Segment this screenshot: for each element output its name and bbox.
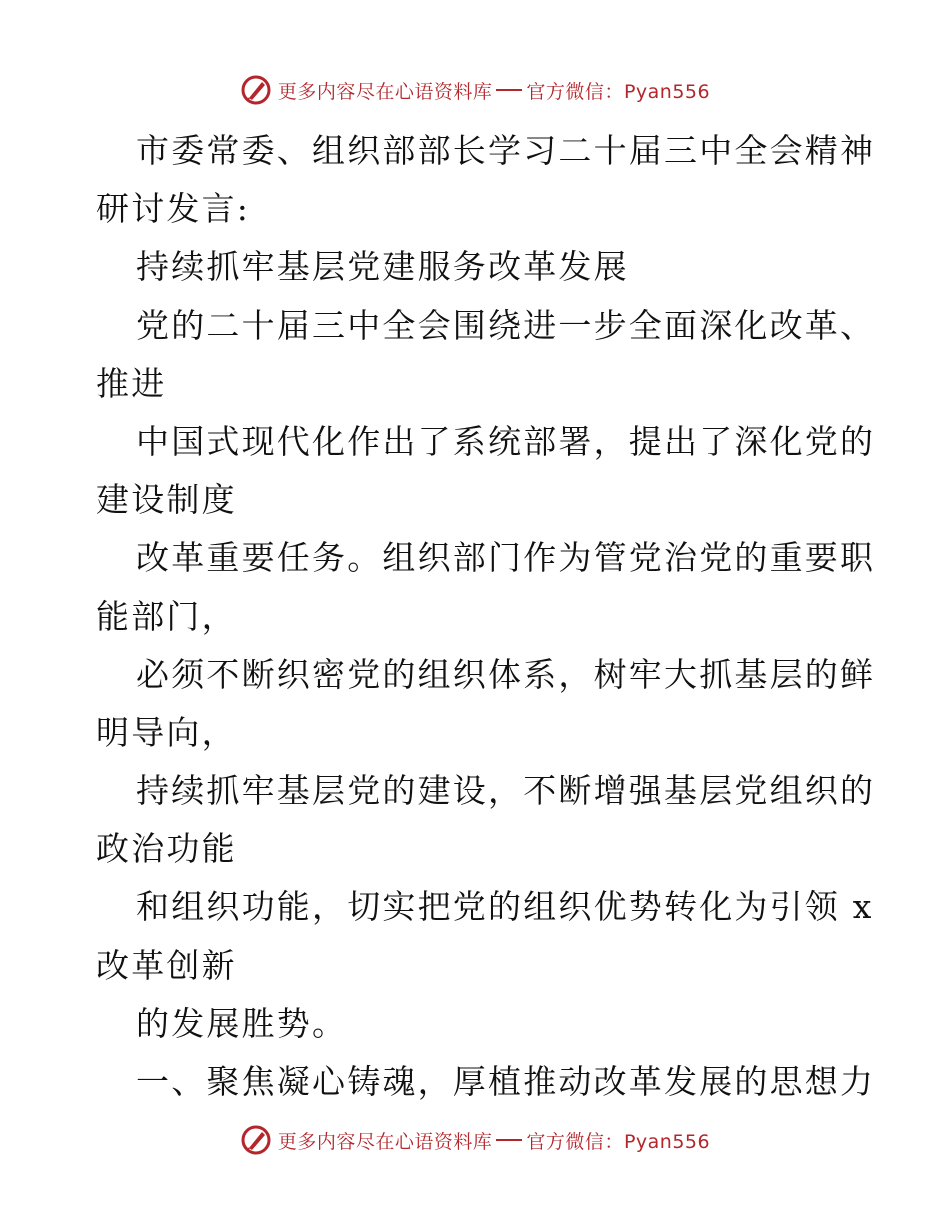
text-line: 必须不断织密党的组织体系，树牢大抓基层的鲜 [136, 654, 876, 694]
quill-pen-logo-icon [240, 74, 272, 106]
watermark-site-name: 更多内容尽在心语资料库 [277, 1130, 493, 1153]
text-line: 持续抓牢基层党的建设，不断增强基层党组织的 [136, 771, 876, 811]
text-line: 建设制度 [96, 480, 237, 520]
text-line: 中国式现代化作出了系统部署，提出了深化党的 [136, 421, 876, 461]
text-line: 推进 [96, 363, 167, 403]
text-line: 和组织功能，切实把党的组织优势转化为引领 x [136, 887, 874, 927]
text-line: 改革创新 [96, 945, 237, 985]
section-heading: 一、聚焦凝心铸魂，厚植推动改革发展的思想力 [136, 1062, 876, 1101]
text-line: 市委常委、组织部部长学习二十届三中全会精神 [136, 131, 876, 170]
text-line: 明导向， [96, 712, 237, 752]
watermark-text [278, 77, 710, 104]
watermark-wechat-id: Pyan556 [623, 1130, 711, 1153]
document-body [96, 122, 876, 1111]
text-line: 能部门， [96, 596, 237, 636]
watermark-official-label: 官方微信： [526, 80, 624, 103]
text-line: 的发展胜势。 [136, 1003, 348, 1043]
document-subtitle: 持续抓牢基层党建服务改革发展 [136, 247, 629, 287]
text-line: 研讨发言: [96, 189, 251, 229]
header-watermark [0, 72, 950, 108]
text-line: 政治功能 [96, 829, 237, 869]
text-line: 改革重要任务。组织部门作为管党治党的重要职 [136, 538, 876, 578]
text-line: 党的二十届三中全会围绕进一步全面深化改革、 [136, 305, 876, 345]
watermark-text [278, 1127, 710, 1154]
footer-watermark [0, 1122, 950, 1158]
quill-pen-logo-icon [240, 1124, 272, 1156]
watermark-dash [496, 1139, 522, 1141]
watermark-wechat-id: Pyan556 [623, 80, 711, 103]
watermark-dash [496, 89, 522, 91]
watermark-official-label: 官方微信： [526, 1130, 624, 1153]
watermark-site-name: 更多内容尽在心语资料库 [277, 80, 493, 103]
